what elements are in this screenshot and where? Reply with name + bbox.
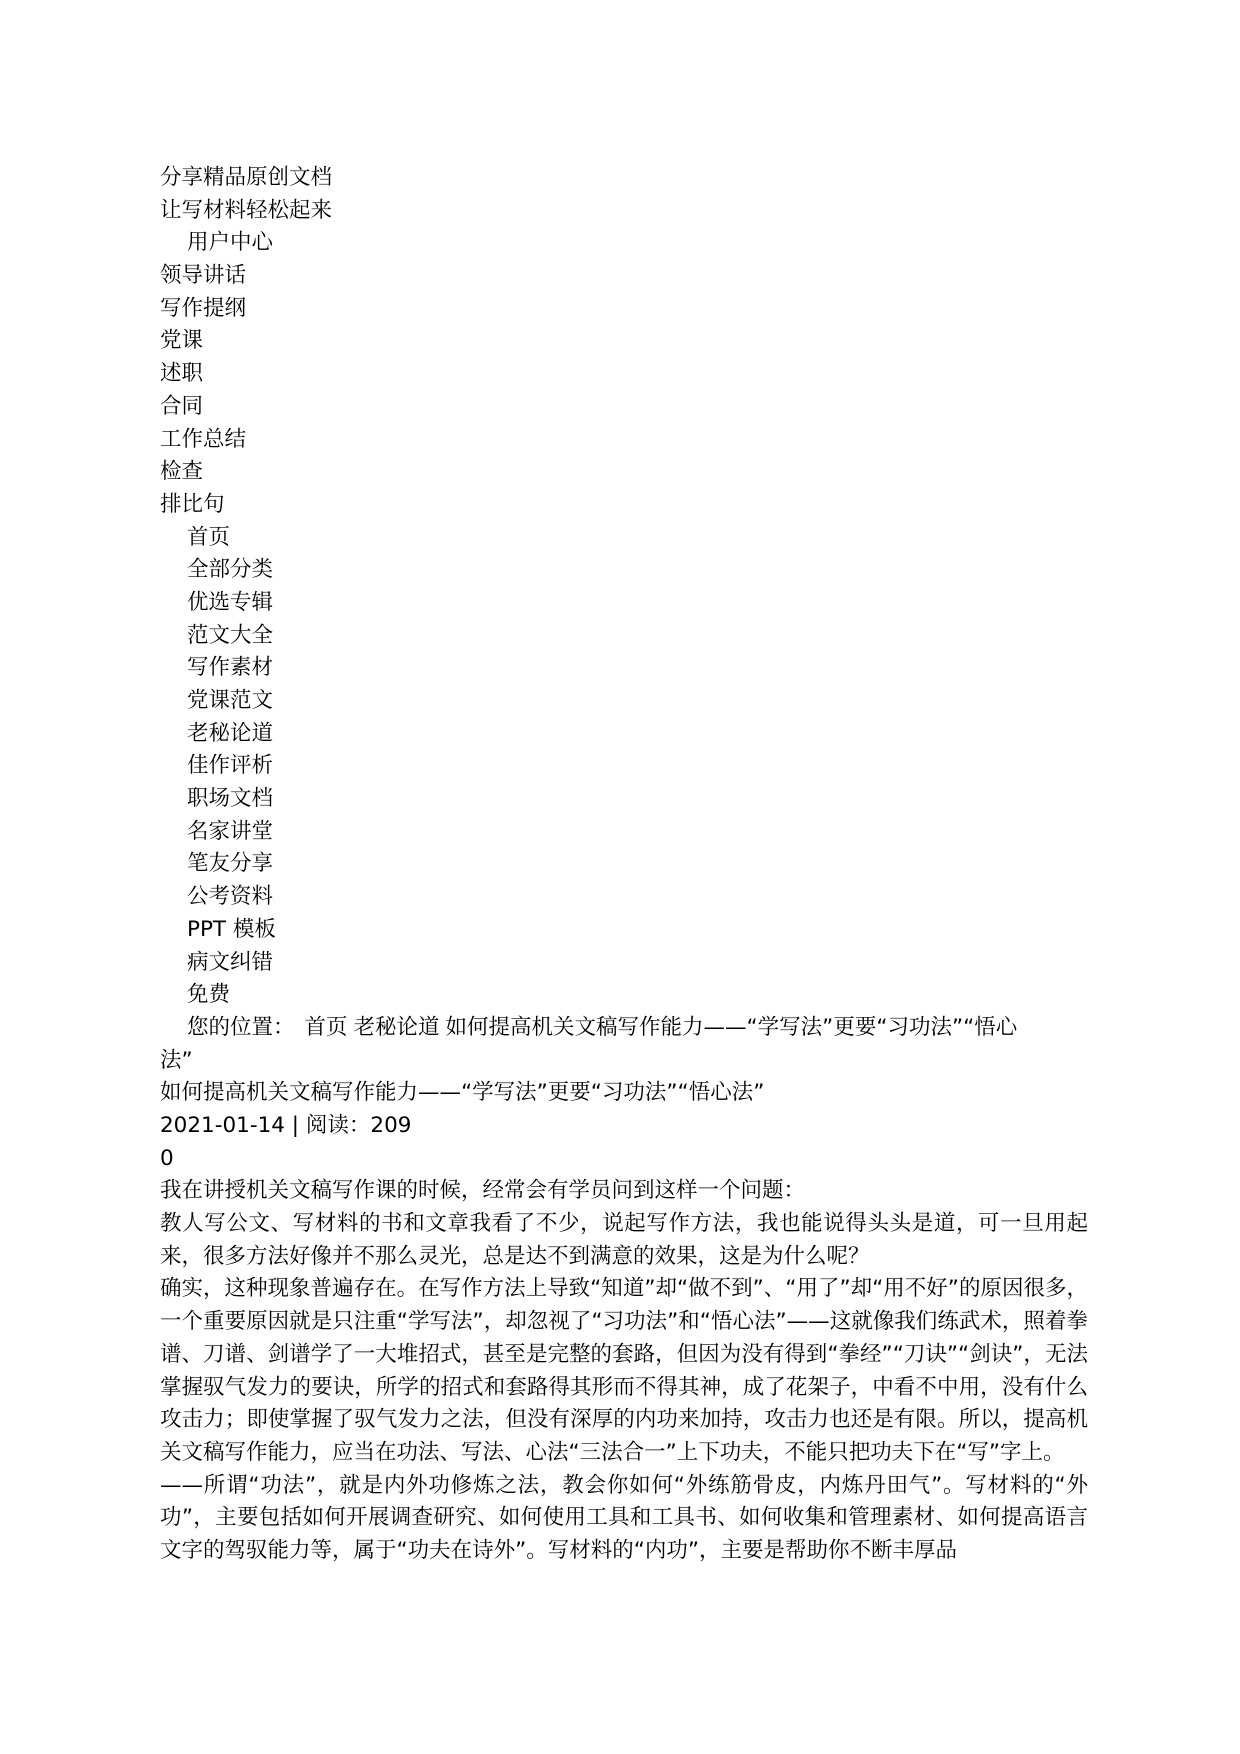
page-content <box>160 162 1088 1568</box>
quick-category-inspection[interactable]: 检查 <box>160 459 204 485</box>
reads-label: 阅读： <box>305 1112 371 1138</box>
site-subtagline: 让写材料轻松起来 <box>160 197 333 223</box>
breadcrumb-label: 您的位置： <box>187 1014 295 1040</box>
nav-item-templates[interactable]: 范文大全 <box>187 622 274 648</box>
nav-item-lectures[interactable]: 名家讲堂 <box>187 818 274 844</box>
nav-item-error-correction[interactable]: 病文纠错 <box>187 949 274 975</box>
nav-item-secretary-talk[interactable]: 老秘论道 <box>187 720 274 746</box>
nav-item-home[interactable]: 首页 <box>187 524 231 550</box>
breadcrumb-home-link[interactable]: 首页 <box>304 1014 348 1040</box>
nav-item-critique[interactable]: 佳作评析 <box>187 753 274 779</box>
main-nav <box>160 522 1088 1012</box>
user-center-link[interactable]: 用户中心 <box>187 230 274 256</box>
reads-count: 209 <box>370 1112 412 1138</box>
article-date: 2021-01-14 <box>160 1112 285 1138</box>
quick-category-work-report[interactable]: 述职 <box>160 361 204 387</box>
breadcrumb-current: 如何提高机关文稿写作能力——“学写法”更要“习功法”“悟心 <box>445 1014 1018 1040</box>
nav-item-writing-material[interactable]: 写作素材 <box>187 655 274 681</box>
nav-item-exam-materials[interactable]: 公考资料 <box>187 884 274 910</box>
article-meta <box>160 1110 1088 1143</box>
quick-categories <box>160 260 1088 522</box>
site-tagline: 分享精品原创文档 <box>160 165 333 190</box>
nav-item-all-categories[interactable]: 全部分类 <box>187 557 274 583</box>
breadcrumb-category-link[interactable]: 老秘论道 <box>353 1014 440 1040</box>
article-body <box>160 1175 1088 1567</box>
quick-category-contract[interactable]: 合同 <box>160 393 204 419</box>
quick-category-parallelism[interactable]: 排比句 <box>160 491 225 517</box>
breadcrumb-current-continued: 法” <box>160 1047 193 1073</box>
quick-category-leader-speech[interactable]: 领导讲话 <box>160 263 247 289</box>
article-paragraph: 我在讲授机关文稿写作课的时候，经常会有学员问到这样一个问题： <box>160 1178 806 1204</box>
nav-item-ppt-templates[interactable]: PPT 模板 <box>187 916 276 942</box>
nav-item-workplace-docs[interactable]: 职场文档 <box>187 786 274 812</box>
nav-item-featured[interactable]: 优选专辑 <box>187 589 274 615</box>
nav-item-user-share[interactable]: 笔友分享 <box>187 851 274 877</box>
breadcrumb <box>160 1012 1088 1077</box>
nav-item-free[interactable]: 免费 <box>187 982 231 1008</box>
quick-category-writing-outline[interactable]: 写作提纲 <box>160 295 247 321</box>
quick-category-work-summary[interactable]: 工作总结 <box>160 426 247 452</box>
quick-category-party-lesson[interactable]: 党课 <box>160 328 204 354</box>
like-count[interactable]: 0 <box>160 1145 174 1171</box>
article-title: 如何提高机关文稿写作能力——“学写法”更要“习功法”“悟心法” <box>160 1080 765 1106</box>
article-paragraph: 教人写公文、写材料的书和文章我看了不少，说起写作方法，我也能说得头头是道，可一旦用起来，很多方法好像并不那么灵光，总是达不到满意的效果，这是为什么呢？ <box>160 1211 1088 1269</box>
nav-item-party-lesson-samples[interactable]: 党课范文 <box>187 688 274 713</box>
article-paragraph: 确实，这种现象普遍存在。在写作方法上导致“知道”却“做不到”、“用了”却“用不好”的原因很多，一个重要原因就是只注重“学写法”，却忽视了“习功法”和“悟心法”——这就像我们练武术，照着拳谱、刀谱、剑谱学了一大堆招式，甚至是完整的套路，但因为没有得到“拳经”“刀诀”“剑诀”，无法掌握驭气发力的要诀，所学的招式和套路得其形而不得其神，成了花架子，中看不中用，没有什么攻击力；即使掌握了驭气发力之法，但没有深厚的内功来加持，攻击力也还是有限。所以，提高机关文稿写作能力，应当在功法、写法、心法“三法合一”上下功夫，不能只把功夫下在“写”字上。 <box>160 1276 1088 1465</box>
meta-separator: | <box>291 1112 300 1138</box>
article-paragraph: ——所谓“功法”，就是内外功修炼之法，教会你如何“外练筋骨皮，内炼丹田气”。写材料的“外功”，主要包括如何开展调查研究、如何使用工具和工具书、如何收集和管理素材、如何提高语言文字的驾驭能力等，属于“功夫在诗外”。写材料的“内功”，主要是帮助你不断丰厚品 <box>160 1472 1088 1564</box>
